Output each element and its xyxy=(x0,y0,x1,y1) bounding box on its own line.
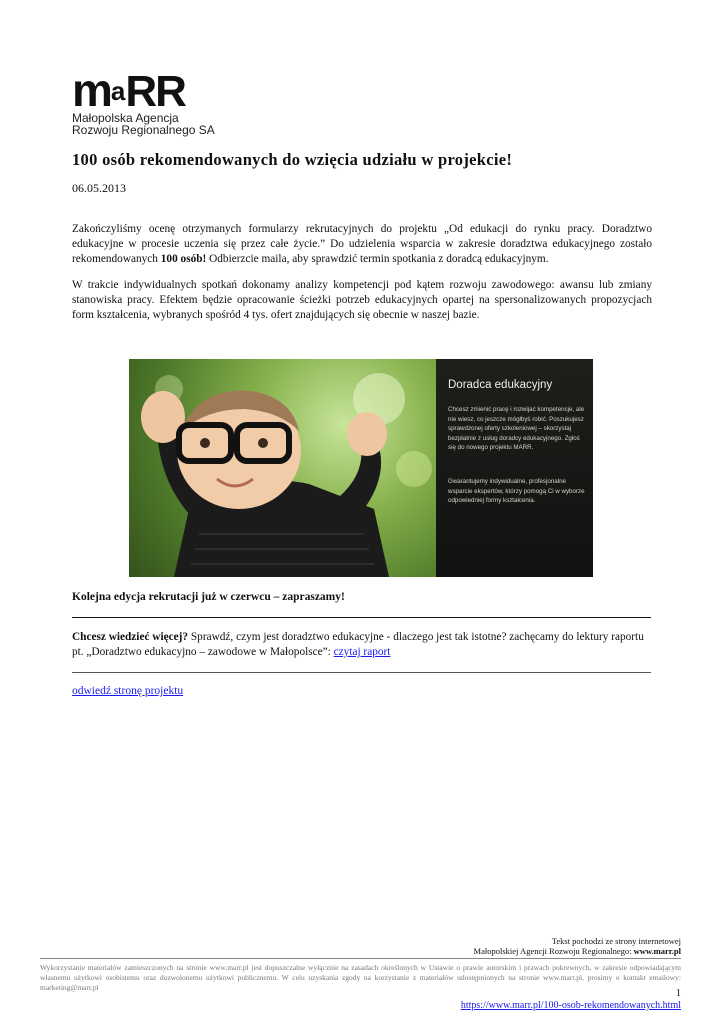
page-number: 1 xyxy=(676,988,681,999)
read-report-link[interactable]: czytaj raport xyxy=(333,646,391,658)
source-note-line2 xyxy=(474,946,681,956)
advisor-info-panel xyxy=(436,359,593,577)
copyright-disclaimer: Wykorzystanie materiałów zamieszczonych na stronie www.marr.pl jest dopuszczalne wyłącznie na zasadach określonych w Ustawie o prawie autorskim i prawach pokrewnych, w zakresie odpowiadającym własnemu użytkowi osobistemu oraz dozwolonemu użytkowi publicznemu. W celu uzyskania zgody na korzystanie z materiałów udostępnionych na stronie www.marr.pl, prosimy o kontakt emailowy: marketing@marr.pl xyxy=(40,963,681,992)
article-title: 100 osób rekomendowanych do wzięcia udziału w projekcie! xyxy=(72,150,513,169)
learn-more-bold: Chcesz wiedzieć więcej? xyxy=(72,631,189,643)
logo-letters-rr: RR xyxy=(125,67,185,116)
logo-subtitle xyxy=(72,112,215,136)
article-paragraph-1 xyxy=(72,222,652,267)
advisor-banner xyxy=(129,359,593,577)
source-note-prefix: Małopolskiej Agencji Rozwoju Regionalnego: xyxy=(473,946,634,956)
logo-letter-a: a xyxy=(110,76,126,106)
visit-project-link[interactable]: odwiedź stronę projektu xyxy=(72,685,184,697)
learn-more-text: Sprawdź, czym jest doradztwo edukacyjne - dlaczego jest tak istotne? zachęcamy do lektury raportu pt. „Doradztwo edukacyjno – zawodowe w Małopolsce”: xyxy=(72,631,644,658)
divider-top xyxy=(72,617,651,618)
panel-text-2: Gwarantujemy indywidualne, profesjonalne wsparcie ekspertów, którzy pomogą Ci w wyborze odpowiedniej formy kształcenia. xyxy=(448,478,585,504)
source-note-line1: Tekst pochodzi ze strony internetowej xyxy=(551,936,681,946)
child-illustration xyxy=(129,359,436,577)
paragraph-1-tail: Odbierzcie maila, aby sprawdzić termin spotkania z doradcą edukacyjnym. xyxy=(206,253,549,265)
next-recruitment-note: Kolejna edycja rekrutacji już w czerwcu – zapraszamy! xyxy=(72,591,345,603)
divider-bottom xyxy=(72,672,651,673)
marr-logo xyxy=(72,64,222,138)
page-url-link[interactable]: https://www.marr.pl/100-osob-rekomendowanych.html xyxy=(460,1000,681,1011)
logo-letter-m: m xyxy=(72,64,111,116)
article-date: 06.05.2013 xyxy=(72,181,126,195)
footer-divider xyxy=(40,958,681,959)
logo-mark xyxy=(72,64,185,116)
panel-heading: Doradca edukacyjny xyxy=(448,379,553,391)
logo-subtitle-line2: Rozwoju Regionalnego SA xyxy=(72,123,215,137)
paragraph-1-bold: 100 osób! xyxy=(160,253,207,265)
source-site: www.marr.pl xyxy=(633,946,681,956)
article-paragraph-2: W trakcie indywidualnych spotkań dokonamy analizy kompetencji pod kątem rozwoju zawodowego: awansu lub zmiany stanowiska pracy. Efektem będzie opracowanie ścieżki potrzeb edukacyjnych opartej na spersonalizowanych propozycjach form kształcenia, wybranych spośród 4 tys. ofert znajdujących się obecnie w naszej bazie. xyxy=(72,279,652,321)
child-with-glasses-photo xyxy=(129,359,436,577)
learn-more-paragraph xyxy=(72,630,652,660)
paragraph-1-text: Zakończyliśmy ocenę otrzymanych formularzy rekrutacyjnych do projektu „Od edukacji do rynku pracy. Doradztwo edukacyjne w procesie uczenia się przez całe życie.” Do udzielenia wsparcia w zakresie doradztwa edukacyjnego zostało rekomendowanych xyxy=(72,223,652,265)
logo-subtitle-line1: Małopolska Agencja xyxy=(72,111,179,125)
panel-text-1: Chcesz zmienić pracę i rozwijać kompetencje, ale nie wiesz, co jeszcze mógłbyś robić. Poszukujesz sprawdzonej oferty szkoleniowej – skorzystaj bezpłatnie z usług doradcy edukacyjnego. Zgłoś się do nowego projektu MARR. xyxy=(448,406,585,451)
